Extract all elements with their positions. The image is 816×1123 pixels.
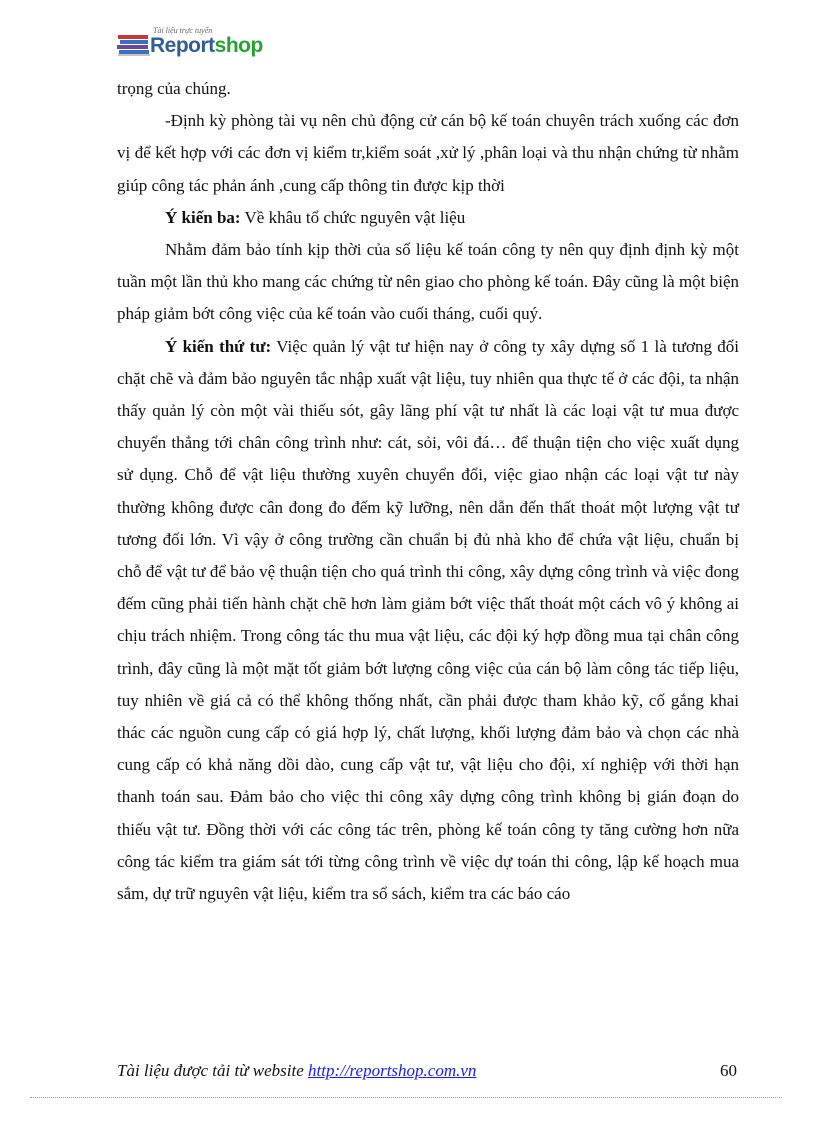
paragraph-4: Nhằm đảm bảo tính kịp thời của số liệu kế toán công ty nên quy định định kỳ một tuần một lần thủ kho mang các chứng từ nên giao cho phòng kế toán. Đây cũng là một biện pháp giảm bớt công việc của kế toán vào cuối tháng, cuối quý. — [117, 240, 739, 324]
footer-source-text: Tài liệu được tải từ website — [117, 1061, 308, 1080]
logo-brand-shop: shop — [214, 34, 263, 57]
page-number: 60 — [720, 1061, 737, 1080]
heading-y-kien-ba: Ý kiến ba: — [165, 207, 241, 227]
paragraph-1: trọng của chúng. — [117, 79, 231, 98]
books-icon — [117, 32, 151, 56]
heading-y-kien-thu-tu: Ý kiến thứ tư: — [165, 336, 272, 356]
logo-brand — [150, 34, 263, 58]
paragraph-5 — [117, 331, 739, 911]
logo-brand-report: Report — [150, 34, 215, 57]
paragraph-3 — [117, 202, 739, 234]
footer-website-link[interactable]: http://reportshop.com.vn — [308, 1061, 477, 1080]
footer-divider — [30, 1097, 782, 1098]
paragraph-3-text: Về khâu tổ chức nguyên vật liệu — [240, 207, 466, 227]
document-body — [117, 73, 739, 910]
reportshop-logo — [117, 26, 287, 60]
logo-tagline: Tài liệu trực tuyến — [153, 26, 213, 35]
paragraph-5-text: Việc quản lý vật tư hiện nay ở công ty xây dựng số 1 là tương đối chặt chẽ và đảm bảo nguyên tắc nhập xuất vật liệu, tuy nhiên qua thực tế ở các đội, ta nhận thấy quản lý còn một vài thiếu sót, gây lãng phí vật tư nhất là các loại vật tư mua được chuyển thẳng tới chân công trình như: cát, sỏi, vôi đá… để thuận tiện cho việc xuất dụng sử dụng. Chỗ để vật liệu thường xuyên chuyển đổi, việc giao nhận các loại vật tư này thường không được cân đong đo đếm kỹ lưỡng, nên dẫn đến thất thoát một lượng vật tư tương đối lớn. Vì vậy ở công trường cần chuẩn bị đủ nhà kho để chứa vật liệu, chuẩn bị chỗ để vật tư để bảo vệ thuận tiện cho quá trình thi công, xây dựng công trình và việc đong đếm cũng phải tiến hành chặt chẽ hơn làm giảm bớt việc thất thoát một cách vô ý không ai chịu trách nhiệm. Trong công tác thu mua vật liệu, các đội ký hợp đồng mua tại chân công trình, đây cũng là một mặt tốt giảm bớt lượng công việc của cán bộ làm công tác tiếp liệu, tuy nhiên về giá cả có thể không thống nhất, cần phải được tham khảo kỹ, cố gắng khai thác các nguồn cung cấp có giá hợp lý, chất lượng, khối lượng đảm bảo và chọn các nhà cung cấp có khả năng dồi dào, cung cấp vật tư, vật liệu cho đội, xí nghiệp với thời hạn thanh toán sau. Đảm bảo cho việc thi công xây dựng công trình không bị gián đoạn do thiếu vật tư. Đồng thời với các công tác trên, phòng kế toán công ty tăng cường hơn nữa công tác kiểm tra giám sát tới từng công trình về việc dự toán thi công, lập kế hoạch mua sắm, dự trữ nguyên vật liệu, kiểm tra sổ sách, kiểm tra các báo cáo — [117, 336, 740, 904]
page-footer — [117, 1061, 739, 1081]
paragraph-2: -Định kỳ phòng tài vụ nên chủ động cử cán bộ kế toán chuyên trách xuống các đơn vị để kết hợp với các đơn vị kiểm tr,kiểm soát ,xử lý ,phân loại và thu nhận chứng từ nhằm giúp công tác phản ánh ,cung cấp thông tin được kịp thời — [117, 111, 739, 195]
